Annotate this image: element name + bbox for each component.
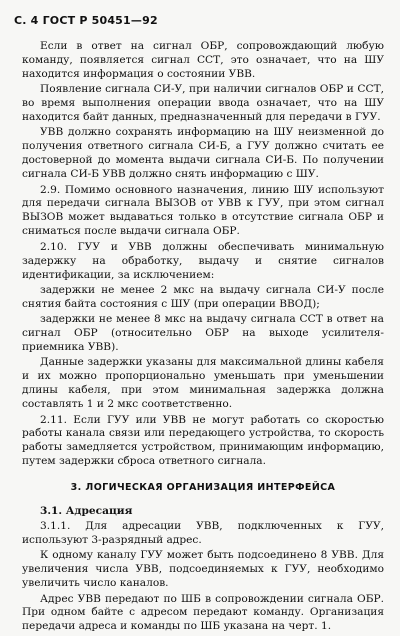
paragraph: К одному каналу ГУУ может быть подсоединено 8 УВВ. Для увеличения числа УВВ, подсоединяемых к ГУУ, необходимо увеличить число каналов. <box>22 549 384 590</box>
section-heading: 3. ЛОГИЧЕСКАЯ ОРГАНИЗАЦИЯ ИНТЕРФЕЙСА <box>70 482 336 494</box>
paragraph: УВВ должно сохранять информацию на ШУ неизменной до получения ответного сигнала СИ-Б, а ГУУ должно считать ее достоверной до момента выдачи сигнала СИ-Б. По получении сигнала СИ-Б УВВ должно снять информацию с ШУ. <box>22 126 384 181</box>
paragraph: Появление сигнала СИ-У, при наличии сигналов ОБР и ССТ, во время выполнения операции ввода означает, что на ШУ находится байт данных, предназначенный для передачи в ГУУ. <box>22 83 384 124</box>
paragraph: Если в ответ на сигнал ОБР, сопровождающий любую команду, появляется сигнал ССТ, это означает, что на ШУ находится информация о состоянии УВВ. <box>22 40 384 80</box>
paragraph-2-11: 2.11. Если ГУУ или УВВ не могут работать со скоростью работы канала связи или передающего устройства, то скорость работы замедляется устройством, принимающим информацию, путем задержки сброса ответного сигнала. <box>22 413 384 468</box>
list-item: задержки не менее 8 мкс на выдачу сигнала ССТ в ответ на сигнал ОБР (относительно ОБР на выходе усилителя-приемника УВВ). <box>22 313 384 354</box>
paragraph-2-10: 2.10. ГУУ и УВВ должны обеспечивать минимальную задержку на обработку, выдачу и снятие сигналов идентификации, за исключением: <box>22 240 384 281</box>
paragraph-3-1-1: 3.1.1. Для адресации УВВ, подключенных к ГУУ, используют 3-разрядный адрес. <box>22 520 384 546</box>
document-body <box>22 40 384 636</box>
subsection-heading: 3.1. Адресация <box>40 505 133 518</box>
paragraph: Данные задержки указаны для максимальной длины кабеля и их можно пропорционально уменьшать при уменьшении длины кабеля, при этом минимальная задержка должна составлять 1 и 2 мкс соответственно. <box>22 356 384 411</box>
paragraph: Адрес УВВ передают по ШБ в сопровождении сигнала ОБР. При одном байте с адресом передают команду. Организация передачи адреса и команды по ШБ указана на черт. 1. <box>22 592 384 633</box>
list-item: задержки не менее 2 мкс на выдачу сигнала СИ-У после снятия байта состояния с ШУ (при операции ВВОД); <box>22 283 384 310</box>
paragraph-2-9: 2.9. Помимо основного назначения, линию ШУ используют для передачи сигнала ВЫЗОВ от УВВ к ГУУ, при этом сигнал ВЫЗОВ может выдаваться только в отсутствие сигнала ОБР и сниматься после выдачи сигнала ОБР. <box>22 183 384 238</box>
page-header: С. 4 ГОСТ Р 50451—92 <box>14 14 158 27</box>
